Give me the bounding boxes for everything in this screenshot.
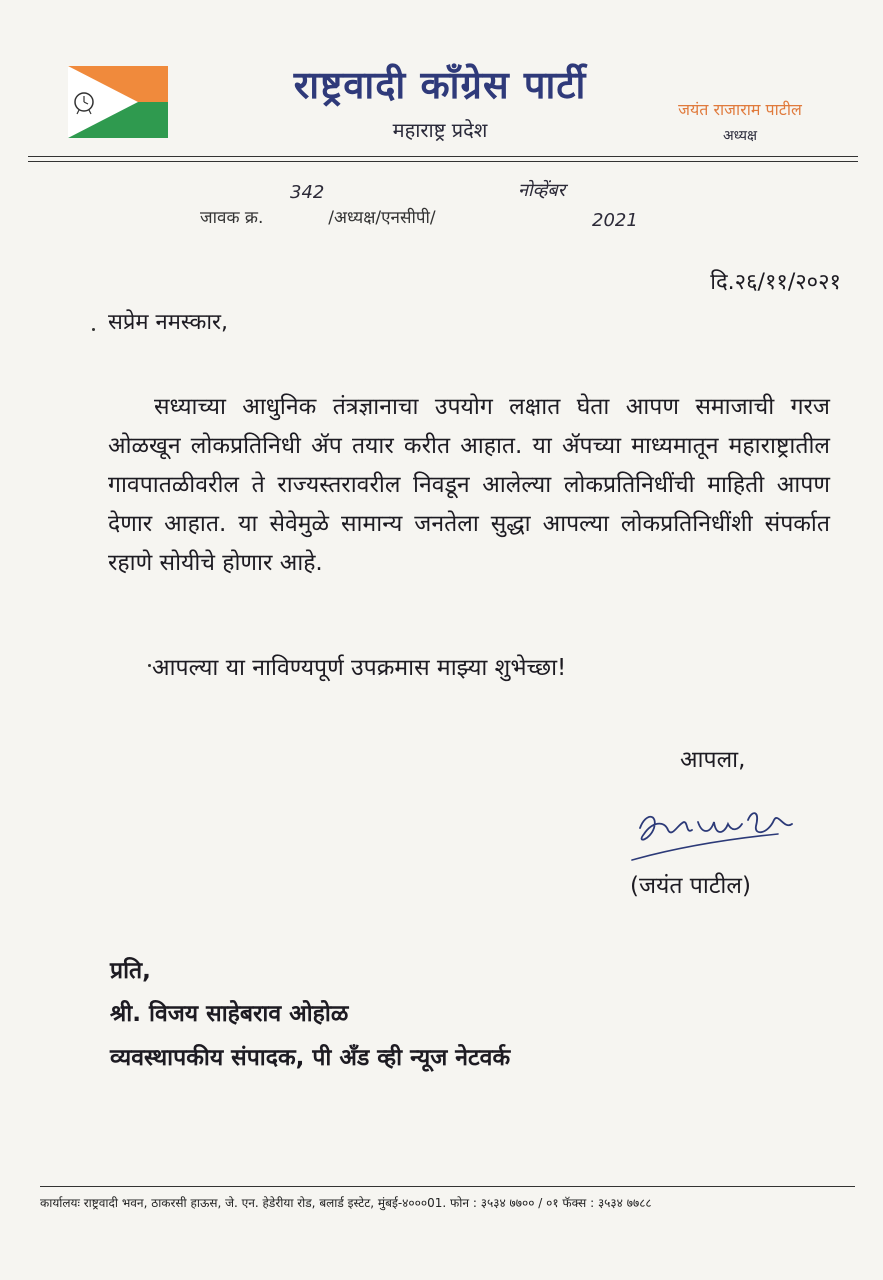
- reference-line: [200, 205, 436, 228]
- reference-path: /अध्यक्ष/एनसीपी/: [328, 208, 436, 228]
- margin-dot: [148, 664, 151, 667]
- recipient-label: प्रति,: [110, 958, 151, 984]
- office-address-footer: कार्यालयः राष्ट्रवादी भवन, ठाकरसी हाऊस, जे. एन. हेडेरीया रोड, बलार्ड इस्टेट, मुंबई-४०००01. फोन : ३५३४ ७७०० / ०१ फॅक्स : ३५३४ ७७८८: [40, 1196, 652, 1210]
- reference-label: जावक क्र.: [200, 208, 264, 228]
- header-divider-top: [28, 156, 858, 157]
- leader-name: जयंत राजाराम पाटील: [678, 100, 802, 119]
- recipient-name: श्री. विजय साहेबराव ओहोळ: [110, 1001, 349, 1027]
- signature-icon: [628, 800, 808, 870]
- greeting: सप्रेम नमस्कार,: [108, 310, 229, 335]
- wishes-line: आपल्या या नाविण्यपूर्ण उपक्रमास माझ्या शुभेच्छा!: [152, 655, 567, 681]
- region-subheading: महाराष्ट्र प्रदेश: [392, 118, 488, 142]
- party-flag-logo-icon: [66, 64, 170, 140]
- recipient-designation: व्यवस्थापकीय संपादक, पी अँड व्ही न्यूज नेटवर्क: [110, 1045, 511, 1071]
- reference-number-handwritten: 342: [290, 182, 325, 203]
- leader-title: अध्यक्ष: [722, 128, 758, 144]
- party-name-heading: राष्ट्रवादी काँग्रेस पार्टी: [293, 63, 587, 107]
- reference-month-handwritten: नोव्हेंबर: [518, 180, 566, 201]
- closing: आपला,: [680, 747, 746, 773]
- margin-dot: [92, 328, 95, 331]
- signatory-name: (जयंत पाटील): [630, 873, 751, 899]
- footer-divider: [40, 1186, 855, 1187]
- body-paragraph: सध्याच्या आधुनिक तंत्रज्ञानाचा उपयोग लक्षात घेता आपण समाजाची गरज ओळखून लोकप्रतिनिधी ॲप तयार करीत आहात. या ॲपच्या माध्यमातून महाराष्ट्रातील गावपातळीवरील ते राज्यस्तरावरील निवडून आलेल्या लोकप्रतिनिधींची माहिती आपण देणार आहात. या सेवेमुळे सामान्य जनतेला सुद्धा आपल्या लोकप्रतिनिधींशी संपर्कात रहाणे सोयीचे होणार आहे.: [108, 394, 830, 576]
- letter-date: दि.२६/११/२०२१: [710, 270, 841, 295]
- reference-year-handwritten: 2021: [592, 210, 638, 231]
- header-divider-bottom: [28, 161, 858, 162]
